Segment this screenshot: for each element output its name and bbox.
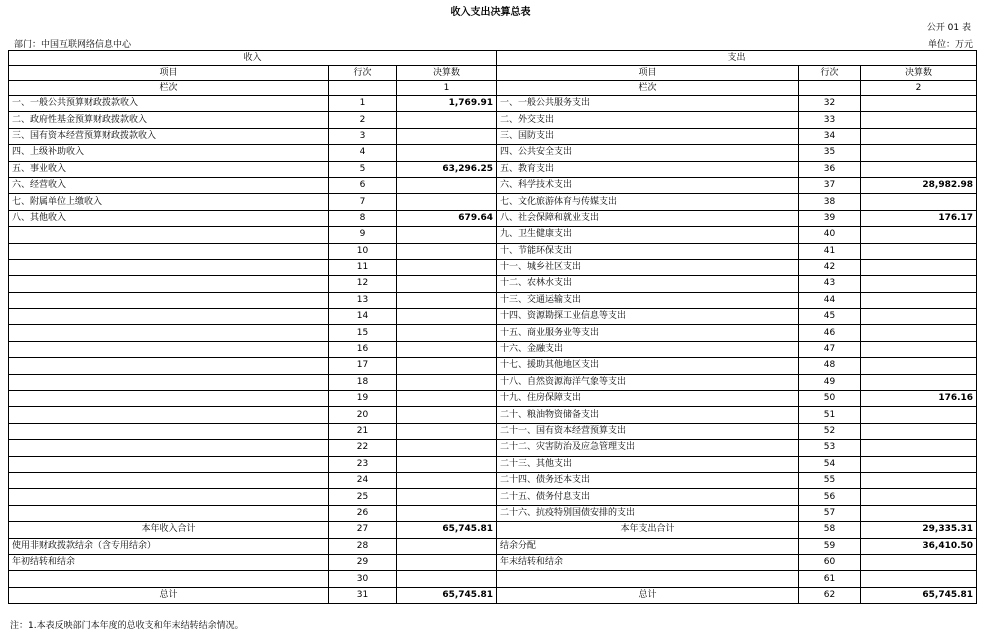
expense-line: 32 — [799, 96, 861, 112]
income-amount — [397, 505, 497, 521]
expense-item: 二十四、债务还本支出 — [497, 472, 799, 488]
expense-line: 47 — [799, 341, 861, 357]
department-label: 部门：中国互联网络信息中心 — [14, 40, 132, 50]
income-line: 20 — [329, 407, 397, 423]
income-line: 29 — [329, 554, 397, 570]
expense-amount — [861, 161, 977, 177]
expense-line: 39 — [799, 210, 861, 226]
income-line: 11 — [329, 259, 397, 275]
income-amount — [397, 554, 497, 570]
expense-amount — [861, 259, 977, 275]
income-line: 27 — [329, 522, 397, 538]
expense-amount — [861, 243, 977, 259]
table-row — [9, 210, 977, 226]
expense-amount — [861, 194, 977, 210]
expense-line: 62 — [799, 587, 861, 603]
income-amount — [397, 325, 497, 341]
expense-item: 八、社会保障和就业支出 — [497, 210, 799, 226]
income-item: 总计 — [9, 587, 329, 603]
income-line: 14 — [329, 309, 397, 325]
income-item — [9, 489, 329, 505]
income-col-number: 1 — [397, 81, 497, 96]
expense-amount — [861, 423, 977, 439]
income-line: 21 — [329, 423, 397, 439]
income-item-header: 项目 — [9, 66, 329, 81]
expense-line: 48 — [799, 358, 861, 374]
income-line: 5 — [329, 161, 397, 177]
income-line: 18 — [329, 374, 397, 390]
table-row — [9, 341, 977, 357]
expense-amount — [861, 407, 977, 423]
expense-line: 60 — [799, 554, 861, 570]
expense-amount — [861, 325, 977, 341]
income-line: 7 — [329, 194, 397, 210]
income-line: 25 — [329, 489, 397, 505]
income-item: 六、经营收入 — [9, 177, 329, 193]
income-line: 2 — [329, 112, 397, 128]
expense-header: 支出 — [497, 51, 977, 66]
income-expense-table — [8, 50, 977, 604]
income-item — [9, 407, 329, 423]
expense-item: 本年支出合计 — [497, 522, 799, 538]
expense-amount — [861, 309, 977, 325]
expense-item: 七、文化旅游体育与传媒支出 — [497, 194, 799, 210]
expense-line: 58 — [799, 522, 861, 538]
expense-col-label: 栏次 — [497, 81, 799, 96]
table-row — [9, 407, 977, 423]
income-item — [9, 505, 329, 521]
expense-item: 二十三、其他支出 — [497, 456, 799, 472]
income-item — [9, 440, 329, 456]
expense-amount — [861, 358, 977, 374]
table-row — [9, 358, 977, 374]
expense-item: 二十、粮油物资储备支出 — [497, 407, 799, 423]
table-row — [9, 161, 977, 177]
income-line: 1 — [329, 96, 397, 112]
income-amount — [397, 259, 497, 275]
table-row — [9, 505, 977, 521]
income-line: 31 — [329, 587, 397, 603]
income-item: 八、其他收入 — [9, 210, 329, 226]
table-row — [9, 456, 977, 472]
expense-line: 49 — [799, 374, 861, 390]
income-amount — [397, 276, 497, 292]
expense-line: 51 — [799, 407, 861, 423]
expense-line: 57 — [799, 505, 861, 521]
table-row — [9, 243, 977, 259]
expense-amount-header: 决算数 — [861, 66, 977, 81]
expense-col-number: 2 — [861, 81, 977, 96]
income-amount — [397, 538, 497, 554]
table-row — [9, 112, 977, 128]
footnote: 注：1.本表反映部门本年度的总收支和年末结转结余情况。 — [10, 621, 244, 631]
income-amount — [397, 407, 497, 423]
expense-amount — [861, 554, 977, 570]
table-row — [9, 423, 977, 439]
expense-item: 二十二、灾害防治及应急管理支出 — [497, 440, 799, 456]
expense-line-header: 行次 — [799, 66, 861, 81]
income-item: 年初结转和结余 — [9, 554, 329, 570]
income-amount: 1,769.91 — [397, 96, 497, 112]
expense-item: 十九、住房保障支出 — [497, 391, 799, 407]
table-row — [9, 96, 977, 112]
income-line: 22 — [329, 440, 397, 456]
income-amount — [397, 177, 497, 193]
income-item: 四、上级补助收入 — [9, 145, 329, 161]
expense-line: 36 — [799, 161, 861, 177]
expense-line: 55 — [799, 472, 861, 488]
expense-item: 十一、城乡社区支出 — [497, 259, 799, 275]
form-code: 公开 01 表 — [926, 23, 971, 33]
income-item: 二、政府性基金预算财政拨款收入 — [9, 112, 329, 128]
income-item — [9, 423, 329, 439]
income-amount — [397, 227, 497, 243]
expense-amount: 28,982.98 — [861, 177, 977, 193]
expense-amount: 29,335.31 — [861, 522, 977, 538]
expense-line: 38 — [799, 194, 861, 210]
income-amount — [397, 112, 497, 128]
expense-line: 54 — [799, 456, 861, 472]
table-row — [9, 259, 977, 275]
income-line-header: 行次 — [329, 66, 397, 81]
table-row — [9, 177, 977, 193]
expense-amount — [861, 276, 977, 292]
income-line: 19 — [329, 391, 397, 407]
income-line: 9 — [329, 227, 397, 243]
expense-amount — [861, 571, 977, 587]
income-line: 23 — [329, 456, 397, 472]
income-amount: 65,745.81 — [397, 587, 497, 603]
table-row — [9, 489, 977, 505]
expense-line: 53 — [799, 440, 861, 456]
expense-item: 十二、农林水支出 — [497, 276, 799, 292]
expense-line: 35 — [799, 145, 861, 161]
expense-item: 一、一般公共服务支出 — [497, 96, 799, 112]
income-line: 24 — [329, 472, 397, 488]
expense-item: 二十一、国有资本经营预算支出 — [497, 423, 799, 439]
expense-amount — [861, 456, 977, 472]
expense-item: 十四、资源勘探工业信息等支出 — [497, 309, 799, 325]
income-amount — [397, 309, 497, 325]
income-item — [9, 391, 329, 407]
expense-amount — [861, 440, 977, 456]
expense-amount: 176.17 — [861, 210, 977, 226]
expense-item: 九、卫生健康支出 — [497, 227, 799, 243]
annual-total-row — [9, 522, 977, 538]
income-amount — [397, 292, 497, 308]
expense-line: 42 — [799, 259, 861, 275]
table-row — [9, 325, 977, 341]
income-amount: 679.64 — [397, 210, 497, 226]
expense-amount — [861, 112, 977, 128]
income-line: 15 — [329, 325, 397, 341]
income-line: 3 — [329, 128, 397, 144]
income-item: 三、国有资本经营预算财政拨款收入 — [9, 128, 329, 144]
expense-line: 56 — [799, 489, 861, 505]
income-item — [9, 227, 329, 243]
grand-total-row — [9, 587, 977, 603]
table-row — [9, 391, 977, 407]
expense-amount: 36,410.50 — [861, 538, 977, 554]
income-line: 30 — [329, 571, 397, 587]
income-amount — [397, 391, 497, 407]
expense-item: 十五、商业服务业等支出 — [497, 325, 799, 341]
expense-item: 十三、交通运输支出 — [497, 292, 799, 308]
income-amount — [397, 489, 497, 505]
income-item — [9, 341, 329, 357]
table-row — [9, 145, 977, 161]
expense-line-blank — [799, 81, 861, 96]
income-item: 七、附属单位上缴收入 — [9, 194, 329, 210]
expense-item: 结余分配 — [497, 538, 799, 554]
table-row — [9, 276, 977, 292]
expense-item: 十、节能环保支出 — [497, 243, 799, 259]
expense-item — [497, 571, 799, 587]
income-line: 17 — [329, 358, 397, 374]
table-row — [9, 128, 977, 144]
income-amount — [397, 374, 497, 390]
expense-line: 50 — [799, 391, 861, 407]
expense-amount — [861, 489, 977, 505]
income-amount: 63,296.25 — [397, 161, 497, 177]
income-col-label: 栏次 — [9, 81, 329, 96]
expense-line: 37 — [799, 177, 861, 193]
expense-amount — [861, 292, 977, 308]
income-line: 13 — [329, 292, 397, 308]
income-item: 本年收入合计 — [9, 522, 329, 538]
income-line: 26 — [329, 505, 397, 521]
expense-item: 二十六、抗疫特别国债安排的支出 — [497, 505, 799, 521]
expense-line: 34 — [799, 128, 861, 144]
income-header: 收入 — [9, 51, 497, 66]
table-row — [9, 292, 977, 308]
income-line: 6 — [329, 177, 397, 193]
expense-line: 46 — [799, 325, 861, 341]
expense-line: 45 — [799, 309, 861, 325]
table-row — [9, 440, 977, 456]
expense-amount — [861, 96, 977, 112]
income-item — [9, 571, 329, 587]
expense-item: 十八、自然资源海洋气象等支出 — [497, 374, 799, 390]
table-row — [9, 374, 977, 390]
page-title: 收入支出决算总表 — [450, 7, 531, 18]
table-row — [9, 309, 977, 325]
table-row — [9, 194, 977, 210]
expense-line: 44 — [799, 292, 861, 308]
expense-amount — [861, 505, 977, 521]
expense-line: 59 — [799, 538, 861, 554]
expense-line: 43 — [799, 276, 861, 292]
income-amount — [397, 341, 497, 357]
income-item — [9, 292, 329, 308]
income-item — [9, 276, 329, 292]
income-line: 28 — [329, 538, 397, 554]
table-row — [9, 554, 977, 570]
table-row — [9, 227, 977, 243]
income-line: 16 — [329, 341, 397, 357]
expense-line: 41 — [799, 243, 861, 259]
income-line: 12 — [329, 276, 397, 292]
income-item — [9, 309, 329, 325]
income-amount — [397, 194, 497, 210]
table-row — [9, 472, 977, 488]
income-item — [9, 374, 329, 390]
income-amount: 65,745.81 — [397, 522, 497, 538]
expense-amount — [861, 374, 977, 390]
income-item — [9, 472, 329, 488]
income-amount — [397, 423, 497, 439]
income-amount-header: 决算数 — [397, 66, 497, 81]
income-amount — [397, 440, 497, 456]
income-item: 一、一般公共预算财政拨款收入 — [9, 96, 329, 112]
expense-line: 52 — [799, 423, 861, 439]
income-amount — [397, 145, 497, 161]
expense-item: 五、教育支出 — [497, 161, 799, 177]
expense-item: 十六、金融支出 — [497, 341, 799, 357]
expense-item: 二十五、债务付息支出 — [497, 489, 799, 505]
expense-line: 33 — [799, 112, 861, 128]
expense-item: 十七、援助其他地区支出 — [497, 358, 799, 374]
expense-item: 四、公共安全支出 — [497, 145, 799, 161]
income-amount — [397, 128, 497, 144]
expense-amount: 65,745.81 — [861, 587, 977, 603]
expense-amount — [861, 227, 977, 243]
expense-amount — [861, 128, 977, 144]
expense-line: 61 — [799, 571, 861, 587]
income-line: 10 — [329, 243, 397, 259]
expense-item-header: 项目 — [497, 66, 799, 81]
expense-item: 二、外交支出 — [497, 112, 799, 128]
income-item — [9, 358, 329, 374]
income-item — [9, 243, 329, 259]
income-amount — [397, 358, 497, 374]
income-amount — [397, 472, 497, 488]
expense-line: 40 — [799, 227, 861, 243]
income-item — [9, 325, 329, 341]
income-item — [9, 456, 329, 472]
expense-amount: 176.16 — [861, 391, 977, 407]
income-amount — [397, 243, 497, 259]
expense-item: 三、国防支出 — [497, 128, 799, 144]
income-amount — [397, 456, 497, 472]
income-item: 使用非财政拨款结余（含专用结余） — [9, 538, 329, 554]
expense-amount — [861, 341, 977, 357]
expense-item: 年末结转和结余 — [497, 554, 799, 570]
expense-amount — [861, 472, 977, 488]
income-item — [9, 259, 329, 275]
income-amount — [397, 571, 497, 587]
expense-amount — [861, 145, 977, 161]
table-row — [9, 538, 977, 554]
income-line: 8 — [329, 210, 397, 226]
income-line-blank — [329, 81, 397, 96]
income-item: 五、事业收入 — [9, 161, 329, 177]
expense-item: 六、科学技术支出 — [497, 177, 799, 193]
unit-label: 单位：万元 — [927, 40, 973, 50]
expense-item: 总计 — [497, 587, 799, 603]
income-line: 4 — [329, 145, 397, 161]
table-row — [9, 571, 977, 587]
